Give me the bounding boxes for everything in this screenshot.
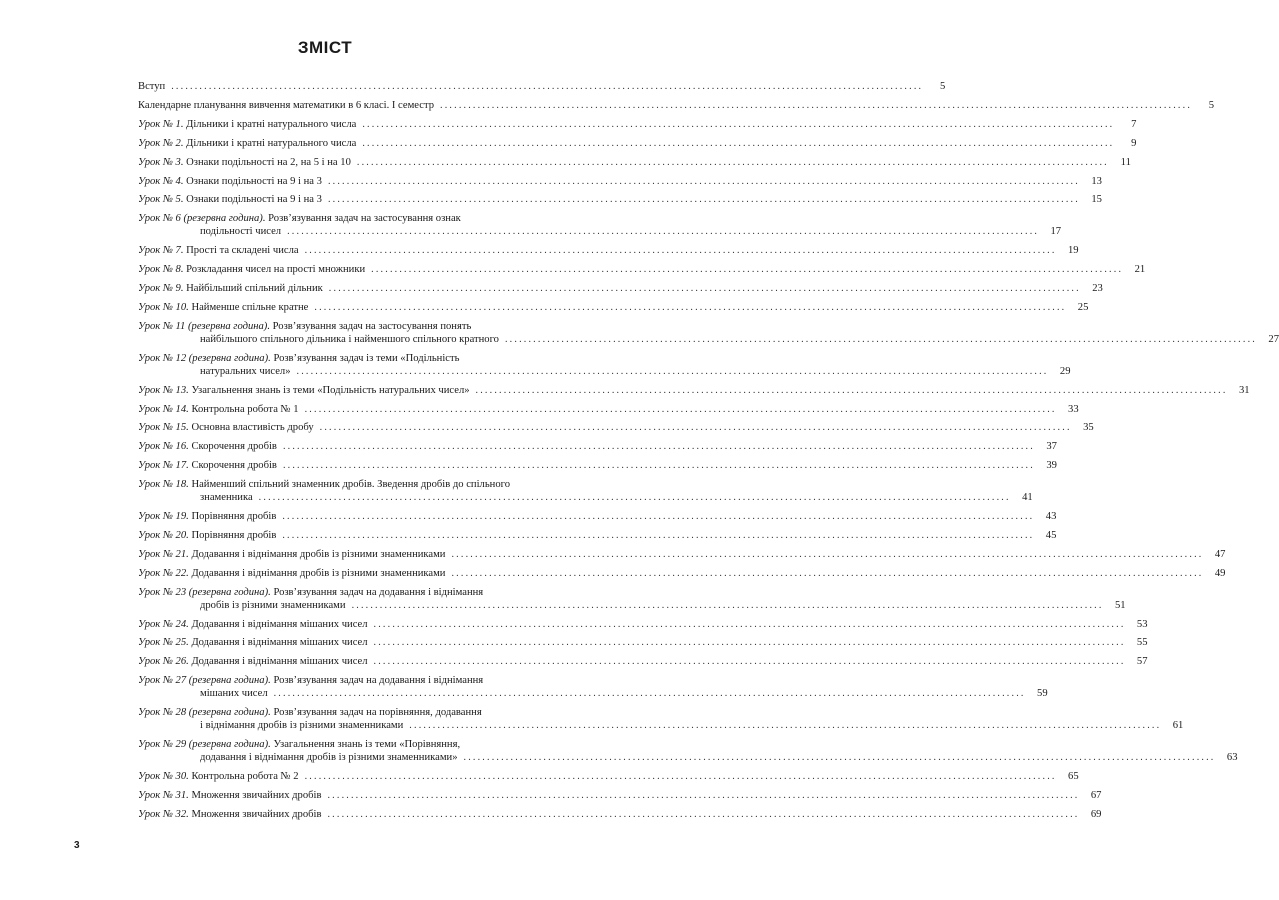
toc-entry	[138, 282, 1103, 295]
toc-entry	[138, 99, 1215, 112]
lesson-number: Урок № 26.	[138, 656, 189, 668]
entry-title: Додавання і віднімання дробів із різними знаменниками	[191, 567, 446, 579]
entry-page-number: 41	[1022, 492, 1033, 504]
entry-title: натуральних чисел»	[200, 365, 291, 377]
entry-title: Розв’язування задач на додавання і віднімання	[273, 675, 484, 687]
dot-leader	[440, 99, 1192, 112]
toc-entry-line	[138, 706, 590, 719]
toc-entry	[138, 586, 1126, 612]
dot-leader	[314, 301, 1066, 314]
entry-title: знаменника	[200, 492, 253, 504]
lesson-number: Урок № 20.	[138, 529, 189, 541]
dot-leader	[352, 599, 1104, 612]
toc-entry	[138, 789, 1102, 802]
entry-page-number: 61	[1172, 720, 1184, 732]
toc-entry	[138, 320, 1279, 346]
page-number: 3	[74, 840, 80, 851]
entry-title: мішаних чисел	[200, 688, 268, 700]
entry-page-number: 39	[1046, 460, 1057, 472]
entry-page-number: 67	[1090, 789, 1102, 801]
toc-entry	[138, 808, 1102, 821]
toc-entry-line	[138, 586, 590, 599]
dot-leader	[357, 156, 1109, 169]
lesson-number: Урок № 28 (резервна година).	[138, 707, 271, 719]
entry-page-number: 25	[1077, 301, 1089, 313]
entry-page-number: 33	[1068, 403, 1079, 415]
toc-entry	[138, 80, 946, 93]
entry-page-number: 19	[1067, 245, 1079, 257]
entry-page-number: 29	[1059, 365, 1071, 377]
toc-entry-line	[138, 687, 1048, 700]
dot-leader	[274, 687, 1026, 700]
dot-leader	[464, 751, 1216, 764]
lesson-number: Урок № 10.	[138, 301, 189, 313]
entry-page-number: 27	[1268, 333, 1279, 345]
toc-entry	[138, 118, 1137, 131]
toc-entry	[138, 384, 1250, 397]
entry-title: Найбільший спільний дільник	[186, 283, 323, 294]
toc-entry	[138, 301, 1089, 314]
entry-title: Основна властивість дробу	[191, 422, 314, 434]
entry-page-number: 17	[1050, 226, 1062, 238]
toc-entry-line	[138, 193, 1102, 206]
toc-entry-line	[138, 137, 1137, 150]
entry-title: Ознаки подільності на 9 і на 3	[186, 175, 322, 187]
lesson-number: Урок № 16.	[138, 441, 189, 453]
lesson-number: Урок № 18.	[138, 479, 189, 491]
entry-title: Розв’язування задач на застосування ознак	[268, 213, 461, 225]
dot-leader	[374, 618, 1126, 631]
toc-entry	[138, 770, 1079, 783]
entry-page-number: 21	[1134, 264, 1146, 276]
entry-title: Узагальнення знань із теми «Порівняння,	[273, 739, 461, 750]
entry-title: дробів із різними знаменниками	[200, 599, 346, 611]
lesson-number: Урок № 25.	[138, 637, 189, 649]
toc-entry-line	[138, 384, 1250, 397]
lesson-number: Урок № 23 (резервна година).	[138, 586, 271, 598]
toc-entry-line	[138, 421, 1094, 434]
entry-page-number: 45	[1045, 529, 1057, 541]
lesson-number: Урок № 7.	[138, 245, 184, 257]
toc-entry-line	[138, 301, 1089, 314]
toc-entry	[138, 510, 1057, 523]
toc-entry-line	[138, 459, 1057, 472]
toc-entry-line	[138, 738, 590, 751]
toc-entry-line	[138, 655, 1148, 668]
toc-entry	[138, 156, 1131, 169]
entry-title: Порівняння дробів	[191, 529, 277, 541]
toc-entry	[138, 421, 1094, 434]
toc-entry-line	[138, 674, 590, 687]
toc-entry	[138, 440, 1057, 453]
lesson-number: Урок № 24.	[138, 618, 189, 630]
lesson-number: Урок № 8.	[138, 264, 184, 276]
entry-title: Ознаки подільності на 9 і на 3	[186, 194, 322, 206]
toc-entry-line	[138, 529, 1057, 542]
entry-page-number: 65	[1068, 770, 1079, 782]
lesson-number: Урок № 6 (резервна година).	[138, 213, 266, 225]
entry-title: найбільшого спільного дільника і найменшого спільного кратного	[200, 333, 499, 345]
lesson-number: Урок № 1.	[138, 118, 184, 130]
toc-entry	[138, 137, 1137, 150]
toc-entry-line	[138, 808, 1102, 821]
toc-entry	[138, 674, 1048, 700]
entry-title: Додавання і віднімання мішаних чисел	[191, 618, 368, 630]
toc-entry	[138, 706, 1184, 732]
entry-title: Дільники і кратні натурального числа	[186, 137, 357, 149]
lesson-number: Урок № 11 (резервна година).	[138, 320, 270, 332]
dot-leader	[327, 808, 1079, 821]
lesson-number: Урок № 17.	[138, 460, 189, 472]
lesson-number: Урок № 21.	[138, 548, 189, 560]
lesson-number: Урок № 3.	[138, 156, 184, 168]
dot-leader	[320, 421, 1072, 434]
toc-entry	[138, 212, 1062, 238]
entry-page-number: 5	[1208, 99, 1215, 111]
entry-title: додавання і віднімання дробів із різними знаменниками»	[200, 752, 458, 763]
entry-title: Дільники і кратні натурального числа	[186, 118, 357, 130]
toc-entry-line	[138, 491, 1033, 504]
toc-entry-line	[138, 618, 1148, 631]
dot-leader	[287, 225, 1039, 238]
entry-page-number: 15	[1091, 194, 1102, 206]
toc-entry-line	[138, 599, 1126, 612]
lesson-number: Урок № 12 (резервна година).	[138, 352, 271, 364]
toc-entry-line	[138, 789, 1102, 802]
toc-entry	[138, 352, 1071, 378]
toc-entry-line	[138, 440, 1057, 453]
dot-leader	[374, 655, 1126, 668]
entry-page-number: 49	[1214, 567, 1226, 579]
lesson-number: Урок № 4.	[138, 175, 184, 187]
entry-title: Розкладання чисел на прості множники	[186, 264, 366, 276]
toc-entry-line	[138, 636, 1148, 649]
dot-leader	[328, 175, 1080, 188]
entry-title: Розв’язування задач із теми «Подільність	[273, 352, 460, 364]
entry-title: Множення звичайних дробів	[191, 789, 322, 801]
entry-page-number: 9	[1131, 137, 1137, 149]
dot-leader	[476, 384, 1228, 397]
lesson-number: Урок № 13.	[138, 384, 189, 396]
entry-title: Порівняння дробів	[191, 511, 277, 522]
toc-entry-line	[138, 770, 1079, 783]
toc-entry-line	[138, 282, 1103, 295]
lesson-number: Урок № 2.	[138, 137, 184, 149]
entry-title: Додавання і віднімання дробів із різними знаменниками	[191, 548, 446, 560]
toc-entry-line	[138, 719, 1184, 732]
entry-title: Розв’язування задач на порівняння, додавання	[273, 707, 482, 719]
toc-entry-line	[138, 175, 1102, 188]
toc-entry-line	[138, 548, 1226, 561]
dot-leader	[371, 263, 1123, 276]
lesson-number: Урок № 14.	[138, 403, 189, 415]
entry-title: і віднімання дробів із різними знаменниками	[200, 720, 404, 732]
toc-entry	[138, 618, 1148, 631]
dot-leader	[282, 510, 1034, 523]
entry-page-number: 53	[1136, 618, 1148, 630]
entry-title: Вступ	[138, 81, 166, 92]
entry-page-number: 57	[1136, 656, 1148, 668]
entry-title: Найменший спільний знаменник дробів. Зведення дробів до спільного	[191, 479, 510, 491]
lesson-number: Урок № 32.	[138, 808, 189, 820]
entry-page-number: 47	[1214, 548, 1226, 560]
dot-leader	[362, 118, 1114, 131]
toc-entry	[138, 738, 1238, 764]
entry-title: Прості та складені числа	[186, 245, 299, 257]
lesson-number: Урок № 31.	[138, 789, 189, 801]
lesson-number: Урок № 22.	[138, 567, 189, 579]
dot-leader	[327, 789, 1079, 802]
entry-page-number: 69	[1090, 808, 1102, 820]
entry-title: Розв’язування задач на застосування понять	[272, 320, 472, 332]
entry-page-number: 13	[1091, 175, 1102, 187]
entry-page-number: 5	[939, 81, 946, 92]
dot-leader	[283, 440, 1035, 453]
entry-title: Скорочення дробів	[191, 460, 277, 472]
toc-entry-line	[138, 751, 1238, 764]
toc-entry-line	[138, 510, 1057, 523]
toc-entry-line	[138, 333, 1279, 346]
entry-title: Множення звичайних дробів	[191, 808, 322, 820]
toc-entry-line	[138, 225, 1062, 238]
toc-entry	[138, 175, 1102, 188]
toc-entry-line	[138, 156, 1131, 169]
entry-page-number: 37	[1046, 441, 1057, 453]
toc-entry	[138, 567, 1226, 580]
toc-entry-line	[138, 403, 1079, 416]
entry-page-number: 59	[1037, 688, 1048, 700]
lesson-number: Урок № 9.	[138, 283, 184, 294]
entry-title: Контрольна робота № 2	[191, 770, 299, 782]
toc-entry	[138, 478, 1033, 504]
dot-leader	[374, 636, 1126, 649]
toc-entry	[138, 193, 1102, 206]
lesson-number: Урок № 29 (резервна година).	[138, 739, 271, 750]
toc-entry	[138, 263, 1146, 276]
dot-leader	[283, 459, 1035, 472]
entry-page-number: 11	[1120, 156, 1131, 168]
entry-page-number: 35	[1083, 422, 1094, 434]
toc-entry-line	[138, 212, 590, 225]
toc-entry-line	[138, 244, 1079, 257]
entry-title: Ознаки подільності на 2, на 5 і на 10	[186, 156, 351, 168]
entry-title: Календарне планування вивчення математики в 6 класі. І семестр	[138, 99, 435, 111]
toc-entry-line	[138, 320, 590, 333]
toc-entry-line	[138, 118, 1137, 131]
dot-leader	[328, 193, 1080, 206]
toc-entry	[138, 529, 1057, 542]
lesson-number: Урок № 27 (резервна година).	[138, 675, 271, 687]
entry-title: Додавання і віднімання мішаних чисел	[191, 637, 368, 649]
toc-entry-line	[138, 99, 1215, 112]
entry-page-number: 43	[1045, 511, 1057, 522]
toc-entry-line	[138, 263, 1146, 276]
toc-entry	[138, 636, 1148, 649]
entry-page-number: 55	[1136, 637, 1148, 649]
dot-leader	[505, 333, 1257, 346]
entry-title: Контрольна робота № 1	[191, 403, 299, 415]
entry-title: Найменше спільне кратне	[191, 301, 309, 313]
entry-title: Скорочення дробів	[191, 441, 277, 453]
dot-leader	[451, 548, 1203, 561]
dot-leader	[362, 137, 1114, 150]
entry-title: подільності чисел	[200, 226, 282, 238]
toc-entry-line	[138, 352, 590, 365]
dot-leader	[409, 719, 1161, 732]
page-title: ЗМІСТ	[297, 38, 353, 57]
dot-leader	[451, 567, 1203, 580]
toc-entry	[138, 548, 1226, 561]
entry-page-number: 51	[1114, 599, 1126, 611]
dot-leader	[297, 365, 1049, 378]
toc-entry	[138, 403, 1079, 416]
toc-entry	[138, 459, 1057, 472]
toc-entry-line	[138, 80, 946, 93]
dot-leader	[171, 80, 923, 93]
dot-leader	[305, 244, 1057, 257]
dot-leader	[259, 491, 1011, 504]
entry-page-number: 31	[1238, 384, 1250, 396]
toc-entry-line	[138, 365, 1071, 378]
entry-title: Додавання і віднімання мішаних чисел	[191, 656, 368, 668]
dot-leader	[282, 529, 1034, 542]
entry-page-number: 63	[1226, 752, 1238, 763]
entry-title: Узагальнення знань із теми «Подільність натуральних чисел»	[191, 384, 470, 396]
toc-entry-line	[138, 567, 1226, 580]
dot-leader	[305, 770, 1057, 783]
lesson-number: Урок № 15.	[138, 422, 189, 434]
dot-leader	[329, 282, 1081, 295]
entry-page-number: 7	[1131, 118, 1137, 130]
entry-page-number: 23	[1092, 283, 1103, 294]
lesson-number: Урок № 19.	[138, 511, 189, 522]
toc-entry-line	[138, 478, 590, 491]
toc-entry	[138, 244, 1079, 257]
toc-entry	[138, 655, 1148, 668]
lesson-number: Урок № 5.	[138, 194, 184, 206]
dot-leader	[305, 403, 1057, 416]
entry-title: Розв’язування задач на додавання і віднімання	[273, 586, 484, 598]
lesson-number: Урок № 30.	[138, 770, 189, 782]
